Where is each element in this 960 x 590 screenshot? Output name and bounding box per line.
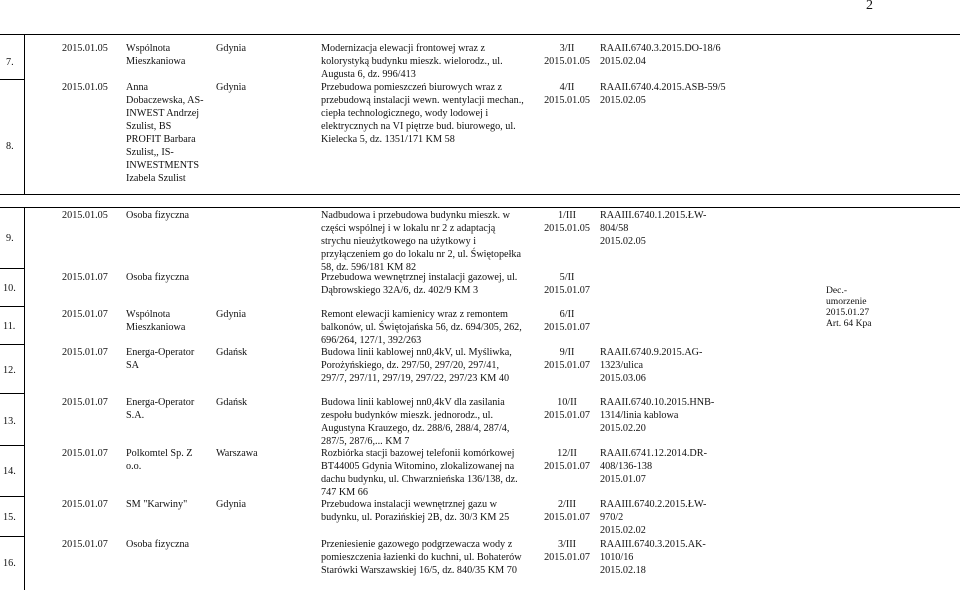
description: Budowa linii kablowej nn0,4kV dla zasilania zespołu budynków mieszk. jednorodz., ul. Augustyna Krauzego, dz. 288/6, 288/4, 287/4, 287/5, 287/6,... KM 7 [321,397,510,447]
city: Gdańsk [216,347,248,358]
city: Gdynia [216,82,246,93]
registration-number: 2/III 2015.01.07 [544,499,590,523]
entry-date: 2015.01.07 [62,539,108,550]
row-number: 11. [3,321,16,332]
registration-number: 5/II 2015.01.07 [544,272,590,296]
description: Nadbudowa i przebudowa budynku mieszk. w części wspólnej i w lokalu nr 2 z adaptacją strychu nieużytkowego na użytkowy i przyłączeniem go do lokalu nr 2, ul. Świętopełka 58, dz. 596/181 KM 82 [321,210,522,273]
decision: RAAII.6740.4.2015.ASB-59/5 2015.02.05 [600,82,726,106]
decision: RAAII.6740.10.2015.HNB-1314/linia kablowa 2015.02.20 [600,397,715,434]
investor: Osoba fizyczna [126,539,190,550]
city: Gdynia [216,43,246,54]
investor: Anna Dobaczewska, AS-INWEST Andrzej Szulist, BS PROFIT Barbara Szulist,, IS-INWESTMENTS Izabela Szulist [126,82,204,184]
decision: RAAIII.6740.3.2015.AK-1010/16 2015.02.18 [600,539,706,576]
registration-number: 3/II 2015.01.05 [544,43,590,67]
entry-date: 2015.01.07 [62,347,108,358]
decision: RAAII.6740.9.2015.AG-1323/ulica 2015.03.06 [600,347,703,384]
registration-number: 10/II 2015.01.07 [544,397,590,421]
city: Gdynia [216,309,246,320]
investor: Wspólnota Mieszkaniowa [126,309,186,333]
row-number: 15. [3,512,16,523]
investor: Polkomtel Sp. Z o.o. [126,448,193,472]
description: Przebudowa instalacji wewnętrznej gazu w budynku, ul. Porazińskiej 2B, dz. 30/3 KM 25 [321,499,510,523]
row-number: 12. [3,365,16,376]
entry-date: 2015.01.07 [62,448,108,459]
description: Remont elewacji kamienicy wraz z remontem balkonów, ul. Świętojańska 56, dz. 694/305, 262, 696/264, 127/1, 392/263 [321,309,522,346]
page-number: 2 [866,0,873,13]
investor: SM "Karwiny" [126,499,188,510]
entry-date: 2015.01.05 [62,82,108,93]
description: Budowa linii kablowej nn0,4kV, ul. Myśliwka, Porożyńskiego, dz. 297/50, 297/20, 297/41, 297/7, 297/11, 297/19, 297/22, 297/23 KM 40 [321,347,512,384]
decision: RAAIII.6740.2.2015.ŁW-970/2 2015.02.02 [600,499,707,536]
investor: Energa-Operator SA [126,347,195,371]
city: Gdańsk [216,397,248,408]
row-number: 7. [6,57,14,68]
registration-number: 12/II 2015.01.07 [544,448,590,472]
decision-note: Dec.-umorzenie 2015.01.27 Art. 64 Kpa [826,285,872,329]
decision: RAAII.6740.3.2015.DO-18/6 2015.02.04 [600,43,721,67]
entry-date: 2015.01.05 [62,210,108,221]
investor: Wspólnota Mieszkaniowa [126,43,186,67]
description: Przeniesienie gazowego podgrzewacza wody z pomieszczenia łazienki do kuchni, ul. Bohaterów Starówki Warszawskiej 16/5, dz. 840/35 KM 70 [321,539,522,576]
row-number: 9. [6,233,14,244]
registration-number: 4/II 2015.01.05 [544,82,590,106]
registration-number: 9/II 2015.01.07 [544,347,590,371]
row-number: 16. [3,558,16,569]
registration-number: 6/II 2015.01.07 [544,309,590,333]
entry-date: 2015.01.07 [62,309,108,320]
row-number: 8. [6,141,14,152]
investor: Osoba fizyczna [126,272,190,283]
investor: Osoba fizyczna [126,210,190,221]
city: Warszawa [216,448,258,459]
city: Gdynia [216,499,246,510]
registration-number: 3/III 2015.01.07 [544,539,590,563]
row-number: 13. [3,416,16,427]
description: Modernizacja elewacji frontowej wraz z kolorystyką budynku mieszk. wielorodz., ul. Augusta 6, dz. 996/413 [321,43,503,80]
entry-date: 2015.01.07 [62,499,108,510]
entry-date: 2015.01.05 [62,43,108,54]
row-number: 10. [3,283,16,294]
investor: Energa-Operator S.A. [126,397,195,421]
row-number: 14. [3,466,16,477]
description: Przebudowa pomieszczeń biurowych wraz z przebudową instalacji wewn. wentylacji mechan., ciepła technologicznego, wody lodowej i elektrycznych na VI piętrze bud. biurowego, ul. Kielecka 5, dz. 1351/171 KM 58 [321,82,524,145]
registration-number: 1/III 2015.01.05 [544,210,590,234]
description: Przebudowa wewnętrznej instalacji gazowej, ul. Dąbrowskiego 32A/6, dz. 402/9 KM 3 [321,272,518,296]
entry-date: 2015.01.07 [62,397,108,408]
entry-date: 2015.01.07 [62,272,108,283]
decision: RAAIII.6740.1.2015.ŁW-804/58 2015.02.05 [600,210,707,247]
decision: RAAII.6741.12.2014.DR-408/136-138 2015.01.07 [600,448,707,485]
description: Rozbiórka stacji bazowej telefonii komórkowej BT44005 Gdynia Witomino, zlokalizowanej na dachu budynku, ul. Chwarznieńska 136/138, dz. 747 KM 66 [321,448,518,498]
